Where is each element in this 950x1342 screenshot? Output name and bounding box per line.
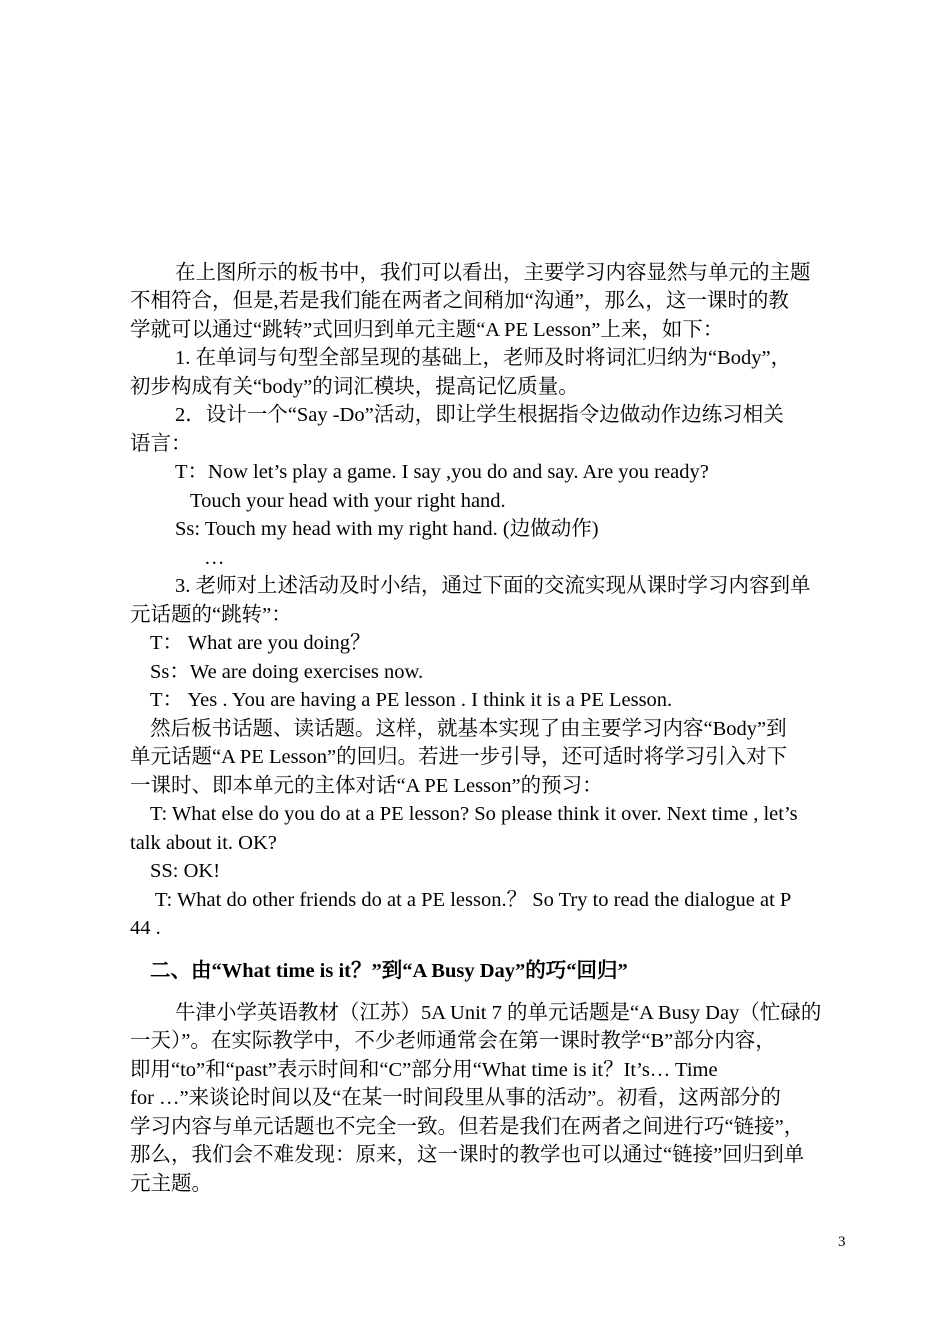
text-line: 2．设计一个“Say -Do”活动，即让学生根据指令边做动作边练习相关 [175, 404, 784, 426]
page-number: 3 [838, 1234, 846, 1250]
dialogue-line: SS: OK! [150, 860, 221, 882]
text-line: 元话题的“跳转”： [130, 604, 292, 626]
dialogue-line: T: What do other friends do at a PE lesson.？ So Try to read the dialogue at P [155, 889, 792, 911]
text-line: 一天）”。在实际教学中，不少老师通常会在第一课时教学“B”部分内容， [130, 1030, 776, 1052]
text-line: 初步构成有关“body”的词汇模块，提高记忆质量。 [130, 376, 579, 398]
dialogue-line: 44 . [130, 917, 161, 939]
dialogue-line: talk about it. OK? [130, 832, 277, 854]
text-line: 元主题。 [130, 1173, 212, 1195]
text-line: 单元话题“A PE Lesson”的回归。若进一步引导，还可适时将学习引入对下 [130, 746, 788, 768]
text-line: 3. 老师对上述活动及时小结，通过下面的交流实现从课时学习内容到单 [175, 575, 811, 597]
text-line: for …”来谈论时间以及“在某一时间段里从事的活动”。初看，这两部分的 [130, 1087, 781, 1109]
section-heading: 二、由“What time is it？”到“A Busy Day”的巧“回归” [150, 960, 628, 982]
text-line: 然后板书话题、读话题。这样，就基本实现了由主要学习内容“Body”到 [150, 718, 787, 740]
dialogue-line: T： What are you doing？ [150, 632, 371, 654]
dialogue-line: T: What else do you do at a PE lesson? So please think it over. Next time , let’s [150, 803, 798, 825]
text-line: 一课时、即本单元的主体对话“A PE Lesson”的预习： [130, 775, 603, 797]
text-line: 牛津小学英语教材（江苏）5A Unit 7 的单元话题是“A Busy Day（忙碌的 [175, 1002, 822, 1024]
dialogue-line: … [204, 547, 225, 569]
dialogue-line: T： Yes . You are having a PE lesson . I think it is a PE Lesson. [150, 689, 673, 711]
text-line: 学习内容与单元话题也不完全一致。但若是我们在两者之间进行巧“链接”， [130, 1116, 805, 1138]
text-line: 1. 在单词与句型全部呈现的基础上，老师及时将词汇归纳为“Body”， [175, 347, 792, 369]
text-line: 不相符合，但是,若是我们能在两者之间稍加“沟通”，那么，这一课时的教 [130, 290, 789, 312]
text-line: 语言： [130, 433, 192, 455]
dialogue-line: Touch your head with your right hand. [190, 490, 506, 512]
text-line: 那么，我们会不难发现：原来，这一课时的教学也可以通过“链接”回归到单 [130, 1144, 805, 1166]
text-line: 在上图所示的板书中，我们可以看出，主要学习内容显然与单元的主题 [175, 262, 811, 284]
dialogue-line: T：Now let’s play a game. I say ,you do and say. Are you ready? [175, 461, 709, 483]
dialogue-line: Ss：We are doing exercises now. [150, 661, 424, 683]
text-line: 即用“to”和“past”表示时间和“C”部分用“What time is it？It’s… Time [130, 1059, 718, 1081]
dialogue-line: Ss: Touch my head with my right hand. (边做动作) [175, 518, 599, 540]
text-line: 学就可以通过“跳转”式回归到单元主题“A PE Lesson”上来，如下： [130, 319, 724, 341]
